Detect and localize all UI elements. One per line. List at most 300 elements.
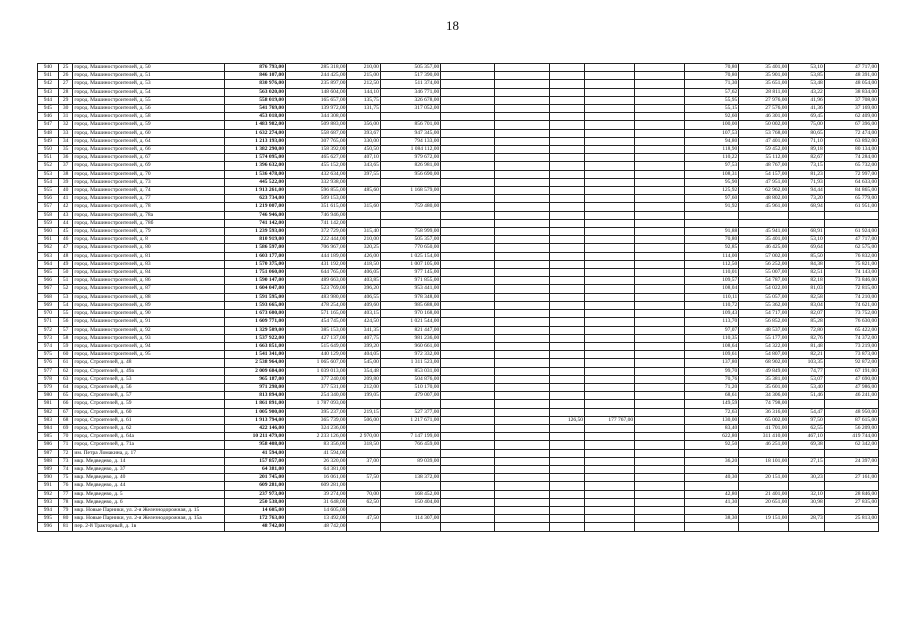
cell-address: город. Машиностроителей, д. 74 xyxy=(73,187,224,195)
cell-cost-part-5 xyxy=(585,424,635,432)
cell-cost-part-1: 478 254,00 xyxy=(285,301,346,309)
cell-area-4: 81,48 xyxy=(789,342,824,350)
cell-area-4 xyxy=(789,211,824,219)
cell-area-1: 545,00 xyxy=(347,359,380,367)
table-row xyxy=(38,474,879,482)
cell-cost-part-2: 826 981,00 xyxy=(380,162,440,170)
cell-cost-part-2 xyxy=(380,178,440,186)
cell-area-4: 53,48 xyxy=(789,80,824,88)
cell-cost-part-6 xyxy=(635,498,685,506)
cell-cost-part-2: 326 678,00 xyxy=(380,96,440,104)
cell-cost-part-5 xyxy=(585,113,635,121)
cell-cost-part-8: 61 951,00 xyxy=(824,203,878,211)
cell-area-2 xyxy=(549,490,584,498)
cell-area-4: 81,03 xyxy=(789,285,824,293)
cell-area-2 xyxy=(549,515,584,523)
cell-cost-part-5 xyxy=(585,277,635,285)
cell-area-2 xyxy=(549,457,584,465)
cell-cost-part-5 xyxy=(585,474,635,482)
cell-cost-part-8: 25 813,00 xyxy=(824,515,878,523)
cell-index: 40 xyxy=(58,187,73,195)
cell-cost-part-2: 758 999,00 xyxy=(380,228,440,236)
cell-area-1: 219,15 xyxy=(347,408,380,416)
cell-row-number: 944 xyxy=(38,96,59,104)
cell-cost-part-1: 489 663,00 xyxy=(285,277,346,285)
cell-cost-part-1: 741 142,00 xyxy=(285,219,346,227)
cell-cost-part-5 xyxy=(585,465,635,473)
cell-cost-part-6 xyxy=(635,252,685,260)
cell-area-2 xyxy=(549,326,584,334)
table-row xyxy=(38,367,879,375)
cell-area-1: 403,15 xyxy=(347,310,380,318)
cell-area-1: 210,00 xyxy=(347,64,380,72)
cell-total-cost: 2 538 964,00 xyxy=(224,359,285,367)
cell-address: город. Строителей, д. 61 xyxy=(73,416,224,424)
cell-area-3: 42,80 xyxy=(685,490,739,498)
cell-area-3: 110,35 xyxy=(685,334,739,342)
cell-cost-part-1: 222 444,00 xyxy=(285,236,346,244)
cell-total-cost: 157 857,00 xyxy=(224,457,285,465)
cell-index: 80 xyxy=(58,515,73,523)
cell-cost-part-5 xyxy=(585,375,635,383)
cell-cost-part-5 xyxy=(585,498,635,506)
cell-cost-part-6 xyxy=(635,121,685,129)
cell-area-4: 82,18 xyxy=(789,277,824,285)
table-row xyxy=(38,334,879,342)
cell-area-1: 406,05 xyxy=(347,269,380,277)
table-row xyxy=(38,326,879,334)
cell-cost-part-3 xyxy=(441,482,495,490)
cell-address: город. Строителей, д. 49а xyxy=(73,367,224,375)
cell-row-number: 993 xyxy=(38,498,59,506)
cell-cost-part-3 xyxy=(441,474,495,482)
cell-cost-part-5 xyxy=(585,269,635,277)
cell-area-2 xyxy=(549,441,584,449)
cell-row-number: 942 xyxy=(38,80,59,88)
cell-cost-part-7: 20 651,00 xyxy=(739,498,789,506)
cell-total-cost: 1 483 982,00 xyxy=(224,121,285,129)
cell-cost-part-5 xyxy=(585,310,635,318)
table-row xyxy=(38,457,879,465)
cell-area-4: 69,45 xyxy=(789,113,824,121)
cell-index: 50 xyxy=(58,269,73,277)
cell-row-number: 943 xyxy=(38,88,59,96)
cell-area-2 xyxy=(549,195,584,203)
table-row xyxy=(38,195,879,203)
cell-address: город. Машиностроителей, д. 95 xyxy=(73,351,224,359)
cell-cost-part-5 xyxy=(585,236,635,244)
cell-cost-part-1: 13 492,00 xyxy=(285,515,346,523)
cell-index: 55 xyxy=(58,310,73,318)
cell-area-3: 91,92 xyxy=(685,203,739,211)
cell-area-1: 47,50 xyxy=(347,515,380,523)
cell-cost-part-3 xyxy=(441,441,495,449)
cell-address: мкр. Медведево, д. 6 xyxy=(73,498,224,506)
cell-cost-part-1: 351 615,00 xyxy=(285,203,346,211)
cell-cost-part-7: 34 306,00 xyxy=(739,392,789,400)
cell-cost-part-6 xyxy=(635,408,685,416)
table-row xyxy=(38,523,879,531)
cell-cost-part-5 xyxy=(585,228,635,236)
cell-cost-part-4 xyxy=(495,64,549,72)
cell-cost-part-4 xyxy=(495,162,549,170)
cell-cost-part-7: 48 537,00 xyxy=(739,326,789,334)
cell-address: город. Машиностроителей, д. 67 xyxy=(73,154,224,162)
cell-area-2 xyxy=(549,244,584,252)
cell-index: 76 xyxy=(58,482,73,490)
cell-area-1: 424,50 xyxy=(347,318,380,326)
cell-cost-part-2: 89 039,00 xyxy=(380,457,440,465)
cell-cost-part-7 xyxy=(739,219,789,227)
cell-cost-part-1: 395 237,00 xyxy=(285,408,346,416)
cell-cost-part-4 xyxy=(495,72,549,80)
cell-cost-part-7 xyxy=(739,211,789,219)
cell-area-2 xyxy=(549,236,584,244)
cell-area-2 xyxy=(549,146,584,154)
cell-cost-part-1: 41 594,00 xyxy=(285,449,346,457)
cell-total-cost: 1 913 794,00 xyxy=(224,416,285,424)
cell-index: 26 xyxy=(58,72,73,80)
cell-cost-part-8 xyxy=(824,465,878,473)
cell-index: 45 xyxy=(58,228,73,236)
cell-area-4: 41,96 xyxy=(789,96,824,104)
cell-cost-part-5 xyxy=(585,326,635,334)
cell-cost-part-6 xyxy=(635,113,685,121)
cell-cost-part-4 xyxy=(495,285,549,293)
cell-cost-part-2: 947 345,00 xyxy=(380,129,440,137)
cell-index: 73 xyxy=(58,457,73,465)
cell-cost-part-2: 956 690,00 xyxy=(380,170,440,178)
cell-cost-part-6 xyxy=(635,326,685,334)
cell-address: город. Машиностроителей, д. 8 xyxy=(73,236,224,244)
cell-area-4 xyxy=(789,219,824,227)
cell-area-4: 85,28 xyxy=(789,318,824,326)
cell-address: город. Машиностроителей, д. 66 xyxy=(73,146,224,154)
cell-cost-part-4 xyxy=(495,203,549,211)
cell-index: 58 xyxy=(58,334,73,342)
cell-area-3: 97,07 xyxy=(685,326,739,334)
cell-cost-part-7: 20 151,00 xyxy=(739,474,789,482)
cell-cost-part-8: 27 835,00 xyxy=(824,498,878,506)
cell-cost-part-6 xyxy=(635,277,685,285)
cell-cost-part-5 xyxy=(585,162,635,170)
cell-area-1: 57,50 xyxy=(347,474,380,482)
cell-total-cost: 1 593 665,00 xyxy=(224,301,285,309)
cell-total-cost: 1 861 891,00 xyxy=(224,400,285,408)
cell-cost-part-3 xyxy=(441,211,495,219)
cell-area-4: 51,46 xyxy=(789,392,824,400)
cell-address: город. Машиностроителей, д. 92 xyxy=(73,326,224,334)
cell-index: 47 xyxy=(58,244,73,252)
table-row xyxy=(38,383,879,391)
cell-address: город. Машиностроителей, д. 56 xyxy=(73,105,224,113)
cell-area-3: 130,00 xyxy=(685,416,739,424)
cell-cost-part-4 xyxy=(495,433,549,441)
cell-row-number: 949 xyxy=(38,137,59,145)
cell-area-4: 82,76 xyxy=(789,334,824,342)
cell-area-2 xyxy=(549,523,584,531)
cell-cost-part-8 xyxy=(824,523,878,531)
cell-index: 65 xyxy=(58,392,73,400)
cell-cost-part-6 xyxy=(635,449,685,457)
cell-area-3: 92,50 xyxy=(685,441,739,449)
table-body xyxy=(38,64,879,532)
cell-area-3: 95,90 xyxy=(685,178,739,186)
cell-cost-part-2: 511 374,00 xyxy=(380,80,440,88)
cell-cost-part-6 xyxy=(635,400,685,408)
cell-cost-part-7: 21 401,00 xyxy=(739,490,789,498)
table-row xyxy=(38,351,879,359)
cell-address: мкр. Новые Парники, ул. 2-я Железнодорожная, д. 15 xyxy=(73,506,224,514)
cell-area-3: 110,22 xyxy=(685,154,739,162)
cell-index: 57 xyxy=(58,326,73,334)
cell-cost-part-4 xyxy=(495,449,549,457)
cell-cost-part-7: 35 651,00 xyxy=(739,80,789,88)
cell-index: 42 xyxy=(58,203,73,211)
table-row xyxy=(38,441,879,449)
cell-area-4: 82,51 xyxy=(789,269,824,277)
cell-cost-part-7: 27 576,00 xyxy=(739,105,789,113)
cell-row-number: 992 xyxy=(38,490,59,498)
cell-area-3: 70,76 xyxy=(685,375,739,383)
cell-cost-part-4 xyxy=(495,424,549,432)
cell-area-4: 73,15 xyxy=(789,162,824,170)
cell-area-4: 97,50 xyxy=(789,416,824,424)
cell-area-1: 343,65 xyxy=(347,162,380,170)
cell-cost-part-8: 73 219,00 xyxy=(824,342,878,350)
cell-area-2 xyxy=(549,375,584,383)
cell-area-4: 82,67 xyxy=(789,154,824,162)
cell-cost-part-4 xyxy=(495,252,549,260)
cell-total-cost: 1 913 261,00 xyxy=(224,187,285,195)
cell-cost-part-7: 55 007,00 xyxy=(739,269,789,277)
cell-cost-part-3 xyxy=(441,146,495,154)
cell-cost-part-1: 609 281,00 xyxy=(285,482,346,490)
cell-cost-part-4 xyxy=(495,506,549,514)
cell-cost-part-3 xyxy=(441,416,495,424)
cell-cost-part-2: 794 133,00 xyxy=(380,137,440,145)
cell-cost-part-6 xyxy=(635,137,685,145)
cell-address: город. Строителей, д. 56 xyxy=(73,383,224,391)
cell-area-3: 125,92 xyxy=(685,187,739,195)
cell-cost-part-2: 168 452,00 xyxy=(380,490,440,498)
cell-area-1: 418,50 xyxy=(347,260,380,268)
cell-cost-part-8: 62 342,00 xyxy=(824,441,878,449)
table-row xyxy=(38,293,879,301)
cell-cost-part-8: 67 396,00 xyxy=(824,121,878,129)
cell-cost-part-3 xyxy=(441,236,495,244)
cell-total-cost: 741 142,00 xyxy=(224,219,285,227)
cell-area-4 xyxy=(789,506,824,514)
cell-cost-part-3 xyxy=(441,318,495,326)
cell-address: мкр. Медведево, д. 40 xyxy=(73,474,224,482)
cell-area-3: 68,61 xyxy=(685,392,739,400)
cell-cost-part-1: 444 189,00 xyxy=(285,252,346,260)
cell-row-number: 940 xyxy=(38,64,59,72)
cell-area-4 xyxy=(789,449,824,457)
cell-area-1 xyxy=(347,113,380,121)
cell-area-4: 81,23 xyxy=(789,170,824,178)
cell-area-2 xyxy=(549,96,584,104)
cell-area-3 xyxy=(685,449,739,457)
cell-index: 41 xyxy=(58,195,73,203)
cell-cost-part-1: 1 065 607,00 xyxy=(285,359,346,367)
cell-area-2 xyxy=(549,400,584,408)
cell-cost-part-5 xyxy=(585,203,635,211)
cell-area-1: 354,48 xyxy=(347,367,380,375)
cell-index: 78 xyxy=(58,498,73,506)
cell-cost-part-3 xyxy=(441,88,495,96)
cell-index: 31 xyxy=(58,113,73,121)
cell-cost-part-5 xyxy=(585,367,635,375)
cell-total-cost: 876 793,00 xyxy=(224,64,285,72)
cell-cost-part-7: 46 425,00 xyxy=(739,244,789,252)
cell-row-number: 991 xyxy=(38,482,59,490)
cell-cost-part-7: 53 768,00 xyxy=(739,129,789,137)
cell-cost-part-3 xyxy=(441,228,495,236)
cell-address: город. Машиностроителей, д. 78 xyxy=(73,203,224,211)
cell-cost-part-6 xyxy=(635,285,685,293)
cell-row-number: 968 xyxy=(38,293,59,301)
cell-cost-part-4 xyxy=(495,301,549,309)
table-row xyxy=(38,96,879,104)
cell-total-cost: 1 570 375,00 xyxy=(224,260,285,268)
cell-cost-part-1: 26 320,00 xyxy=(285,457,346,465)
cell-area-2 xyxy=(549,449,584,457)
cell-cost-part-7: 46 251,00 xyxy=(739,441,789,449)
cell-area-1: 403,85 xyxy=(347,277,380,285)
cell-cost-part-2: 970 168,00 xyxy=(380,310,440,318)
cell-total-cost: 1 673 600,00 xyxy=(224,310,285,318)
table-row xyxy=(38,449,879,457)
cell-cost-part-3 xyxy=(441,203,495,211)
cell-address: город. Машиностроителей, д. 73 xyxy=(73,178,224,186)
cell-cost-part-8 xyxy=(824,482,878,490)
cell-cost-part-2: 960 661,00 xyxy=(380,342,440,350)
cell-cost-part-3 xyxy=(441,400,495,408)
table-row xyxy=(38,252,879,260)
cell-cost-part-3 xyxy=(441,96,495,104)
cell-row-number: 952 xyxy=(38,162,59,170)
cell-area-1: 318,50 xyxy=(347,441,380,449)
cell-cost-part-8: 65 779,00 xyxy=(824,195,878,203)
cell-cost-part-1: 432 634,00 xyxy=(285,170,346,178)
cell-cost-part-6 xyxy=(635,187,685,195)
cell-cost-part-8 xyxy=(824,219,878,227)
cell-area-4: 75,00 xyxy=(789,121,824,129)
cell-cost-part-8: 47 717,00 xyxy=(824,64,878,72)
cell-area-4: 43,22 xyxy=(789,88,824,96)
table-row xyxy=(38,236,879,244)
cell-cost-part-8: 63 892,00 xyxy=(824,137,878,145)
cell-cost-part-8: 48 950,00 xyxy=(824,408,878,416)
cell-total-cost: 846 107,00 xyxy=(224,72,285,80)
cell-total-cost: 1 663 851,00 xyxy=(224,342,285,350)
table-row xyxy=(38,465,879,473)
table-row xyxy=(38,269,879,277)
cell-area-2 xyxy=(549,424,584,432)
cell-cost-part-3 xyxy=(441,310,495,318)
cell-cost-part-3 xyxy=(441,105,495,113)
data-table xyxy=(37,63,879,532)
cell-area-2 xyxy=(549,285,584,293)
cell-area-2 xyxy=(549,154,584,162)
cell-cost-part-4 xyxy=(495,310,549,318)
table-row xyxy=(38,88,879,96)
cell-cost-part-1: 746 946,00 xyxy=(285,211,346,219)
cell-cost-part-3 xyxy=(441,392,495,400)
cell-cost-part-4 xyxy=(495,490,549,498)
cell-total-cost: 1 590 147,00 xyxy=(224,277,285,285)
cell-area-1: 396,20 xyxy=(347,285,380,293)
cell-cost-part-4 xyxy=(495,121,549,129)
cell-area-1 xyxy=(347,424,380,432)
cell-cost-part-1: 1 039 013,00 xyxy=(285,367,346,375)
cell-area-1: 409,60 xyxy=(347,301,380,309)
table-row xyxy=(38,482,879,490)
table-row xyxy=(38,146,879,154)
cell-area-3: 83,40 xyxy=(685,424,739,432)
cell-row-number: 950 xyxy=(38,146,59,154)
cell-area-3: 112,50 xyxy=(685,260,739,268)
cell-area-2 xyxy=(549,113,584,121)
cell-row-number: 961 xyxy=(38,236,59,244)
table-row xyxy=(38,80,879,88)
cell-cost-part-4 xyxy=(495,269,549,277)
cell-area-2 xyxy=(549,383,584,391)
cell-cost-part-4 xyxy=(495,523,549,531)
cell-cost-part-1: 377 531,00 xyxy=(285,383,346,391)
cell-area-3: 92,85 xyxy=(685,244,739,252)
cell-row-number: 965 xyxy=(38,269,59,277)
table-row xyxy=(38,318,879,326)
cell-area-2 xyxy=(549,392,584,400)
cell-cost-part-1: 14 605,00 xyxy=(285,506,346,514)
cell-address: город. Машиностроителей, д. 78б xyxy=(73,219,224,227)
cell-cost-part-6 xyxy=(635,351,685,359)
cell-cost-part-8: 74 143,00 xyxy=(824,269,878,277)
cell-cost-part-8: 64 633,00 xyxy=(824,178,878,186)
cell-area-3: 114,00 xyxy=(685,252,739,260)
cell-area-3: 70,80 xyxy=(685,64,739,72)
cell-cost-part-4 xyxy=(495,498,549,506)
cell-area-2 xyxy=(549,64,584,72)
cell-cost-part-3 xyxy=(441,515,495,523)
cell-cost-part-1: 254 340,00 xyxy=(285,392,346,400)
cell-index: 25 xyxy=(58,64,73,72)
table-row xyxy=(38,375,879,383)
cell-cost-part-1: 324 236,00 xyxy=(285,424,346,432)
cell-cost-part-3 xyxy=(441,80,495,88)
cell-cost-part-3 xyxy=(441,195,495,203)
cell-row-number: 989 xyxy=(38,465,59,473)
cell-area-1 xyxy=(347,482,380,490)
cell-total-cost: 609 281,00 xyxy=(224,482,285,490)
cell-area-2 xyxy=(549,465,584,473)
cell-row-number: 970 xyxy=(38,310,59,318)
cell-area-1: 393,67 xyxy=(347,129,380,137)
cell-cost-part-6 xyxy=(635,219,685,227)
cell-address: город. Строителей, д. 48 xyxy=(73,359,224,367)
cell-area-2 xyxy=(549,187,584,195)
cell-cost-part-5: 177 767,00 xyxy=(585,416,635,424)
cell-row-number: 988 xyxy=(38,457,59,465)
cell-address: город. Машиностроителей, д. 86 xyxy=(73,277,224,285)
cell-area-3: 108,31 xyxy=(685,170,739,178)
cell-row-number: 981 xyxy=(38,400,59,408)
cell-cost-part-1: 39 274,00 xyxy=(285,490,346,498)
cell-cost-part-4 xyxy=(495,236,549,244)
